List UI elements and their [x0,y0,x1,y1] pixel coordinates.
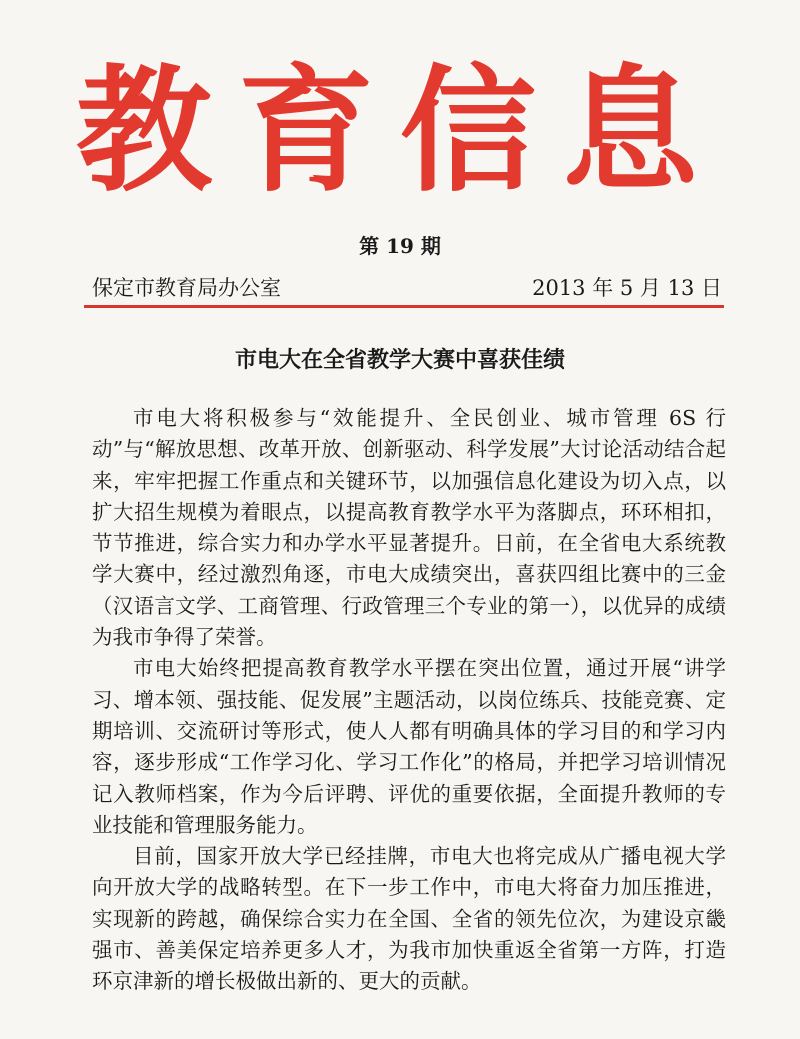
issue-number: 第 19 期 [359,234,441,258]
article-headline: 市电大在全省教学大赛中喜获佳绩 [234,348,565,373]
header-rule [84,305,724,308]
issuer-name: 保定市教育局办公室 [92,276,281,300]
masthead-title: 教育信息 [76,53,724,211]
article-paragraph: 市电大将积极参与“效能提升、全民创业、城市管理 6S 行动”与“解放思想、改革开放、创新驱动、科学发展”大讨论活动结合起来，牢牢把握工作重点和关键环节，以加强信息化建设为切入点，以扩大招生规模为着眼点，以提高教育教学水平为落脚点，环环相扣，节节推进，综合实力和办学水平显著提升。日前，在全省电大系统教学大赛中，经过激烈角逐，市电大成绩突出，喜获四组比赛中的三金（汉语言文学、工商管理、行政管理三个专业的第一），以优异的成绩为我市争得了荣誉。 [92,406,726,650]
issue-date: 2013 年 5 月 13 日 [532,276,722,300]
article-paragraph: 目前，国家开放大学已经挂牌，市电大也将完成从广播电视大学向开放大学的战略转型。在下一步工作中，市电大将奋力加压推进，实现新的跨越，确保综合实力在全国、全省的领先位次，为建设京畿强市、善美保定培养更多人才，为我市加快重返全省第一方阵，打造环京津新的增长极做出新的、更大的贡献。 [92,844,726,994]
article-paragraph: 市电大始终把提高教育教学水平摆在突出位置，通过开展“讲学习、增本领、强技能、促发展”主题活动，以岗位练兵、技能竞赛、定期培训、交流研讨等形式，使人人都有明确具体的学习目的和学习内容，逐步形成“工作学习化、学习工作化”的格局，并把学习培训情况记入教师档案，作为今后评聘、评优的重要依据，全面提升教师的专业技能和管理服务能力。 [92,656,726,837]
article-body [92,403,726,998]
